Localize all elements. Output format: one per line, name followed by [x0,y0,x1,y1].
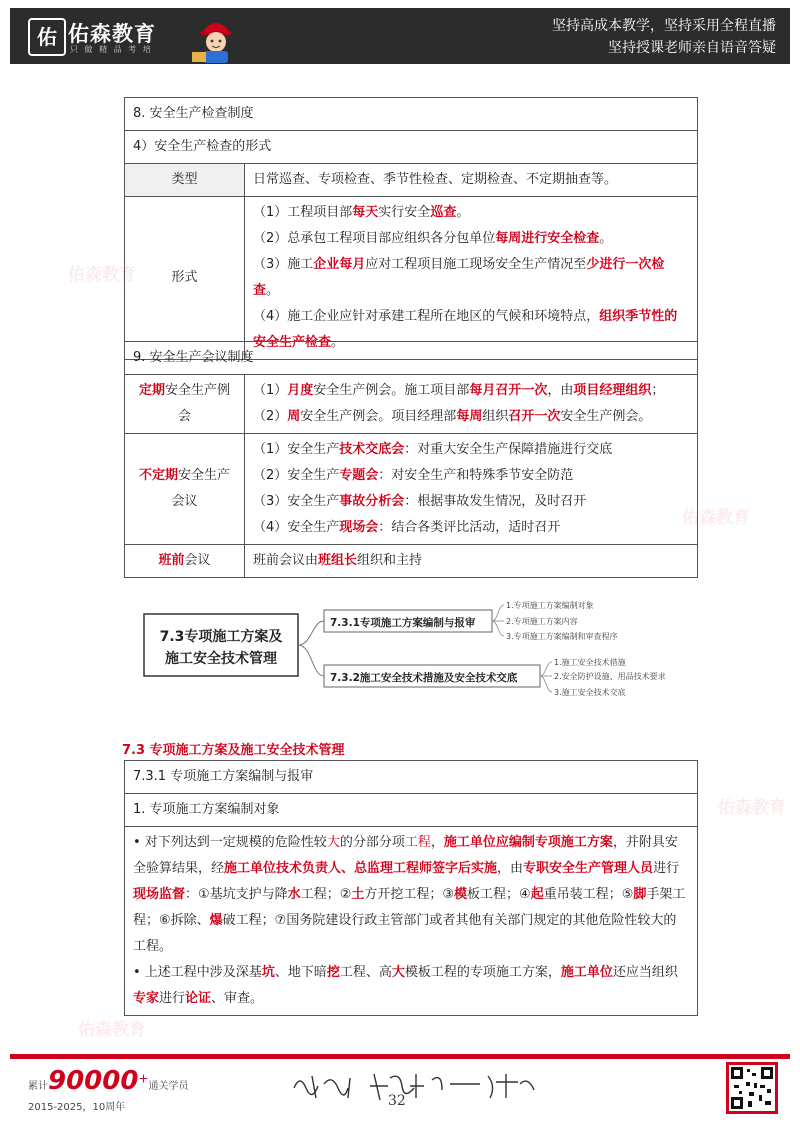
type-value: 日常巡查、专项检查、季节性检查、定期检查、不定期抽查等。 [245,164,698,197]
subsection-7-3-1: 7.3.1 专项施工方案编制与报审 [125,761,698,794]
form-item-3: （3）施工企业每月应对工程项目施工现场安全生产情况至少进行一次检查。 [253,257,665,298]
subsection-4-title: 4）安全生产检查的形式 [125,131,698,164]
table-row [125,131,698,164]
section-8-title: 8. 安全生产检查制度 [125,98,698,131]
total-number: 90000 [48,1066,139,1096]
table-row [125,434,698,545]
mindmap-branch-2: 7.3.2施工安全技术措施及安全技术交底 [330,672,518,684]
mindmap-branch-1-item: 1.专项施工方案编制对象 [506,601,594,610]
regular-item-2: （2）周安全生产例会。项目经理部每周组织召开一次安全生产例会。 [253,409,652,424]
watermark: 佑森教育 [718,798,786,818]
mindmap-branch-1-item: 3.专项施工方案编制和审查程序 [506,632,618,641]
table-row [125,545,698,578]
table-row [125,827,698,1016]
irregular-item-1: （1）安全生产技术交底会：对重大安全生产保障措施进行交底 [253,442,613,457]
form-item-1: （1）工程项目部每天实行安全巡查。 [253,205,470,220]
watermark: 佑森教育 [682,508,750,528]
logo-seal-icon: 佑 [28,18,66,56]
years-label: 2015-2025，10周年 [28,1102,126,1113]
mindmap-branch-2-item: 2.安全防护设施、用品技术要求 [554,672,666,681]
watermark: 佑森教育 [68,265,136,285]
table-row [125,375,698,434]
table-row [125,342,698,375]
section-9-title: 9. 安全生产会议制度 [125,342,698,375]
plan-object-content [125,827,698,1016]
slogan-line-1: 坚持高成本教学，坚持采用全程直播 [552,18,776,34]
logo-tagline: 只 做 精 品 考 培 [70,45,153,54]
total-plus: + [138,1071,149,1086]
special-plan-table [124,760,698,1016]
logo-name: 佑森教育 [68,21,156,46]
regular-meeting-label: 定期安全生产例会 [125,375,245,434]
signature-icon [290,1064,560,1104]
mindmap-branch-2-item: 1.施工安全技术措施 [554,658,626,667]
footer-stats [28,1066,189,1113]
form-label: 形式 [125,197,245,360]
mindmap-branch-2-item: 3.施工安全技术交底 [554,688,626,697]
regular-meeting-value [245,375,698,434]
page-number: 32 [388,1093,406,1109]
table-row [125,794,698,827]
table-row [125,761,698,794]
form-value [245,197,698,360]
table-row [125,164,698,197]
header-slogan [552,15,776,59]
table-row [125,98,698,131]
plan-paragraph-1: • 对下列达到一定规模的危险性较大的分部分项工程，施工单位应编制专项施工方案，并附具安全验算结果，经施工单位技术负责人、总监理工程师签字后实施，由专职安全生产管理人员进行现场监督：①基坑支护与降水工程；②土方开挖工程；③模板工程；④起重吊装工程；⑤脚手架工程；⑥拆除、爆破工程；⑦国务院建设行政主管部门或者其他有关部门规定的其他危险性较大的工程。 [133,835,686,954]
slogan-line-2: 坚持授课老师亲自语音答疑 [608,40,776,56]
mascot-icon [188,12,244,64]
page-header [10,8,790,64]
plan-paragraph-2: • 上述工程中涉及深基坑、地下暗挖工程、高大模板工程的专项施工方案，施工单位还应当组织专家进行论证、审查。 [133,965,678,1006]
mindmap [120,590,700,700]
total-suffix: 通关学员 [148,1081,189,1092]
total-label: 累计 [28,1081,48,1092]
irregular-item-2: （2）安全生产专题会：对安全生产和特殊季节安全防范 [253,468,574,483]
safety-inspection-table [124,97,698,360]
type-label: 类型 [125,164,245,197]
mindmap-root-line-1: 7.3专项施工方案及 [159,629,283,645]
safety-meeting-table [124,341,698,578]
irregular-meeting-value [245,434,698,545]
mindmap-branch-1: 7.3.1专项施工方案编制与报审 [330,617,476,629]
irregular-meeting-label: 不定期安全生产会议 [125,434,245,545]
regular-item-1: （1）月度安全生产例会。施工项目部每月召开一次，由项目经理组织； [253,383,665,398]
mindmap-branch-1-item: 2.专项施工方案内容 [506,617,578,626]
mindmap-root-line-2: 施工安全技术管理 [165,651,277,667]
brand-logo [28,14,173,58]
form-item-2: （2）总承包工程项目部应组织各分包单位每周进行安全检查。 [253,231,613,246]
watermark: 佑森教育 [78,1020,146,1040]
shift-meeting-value: 班前会议由班组长组织和主持 [245,545,698,578]
table-row [125,197,698,360]
irregular-item-3: （3）安全生产事故分析会：根据事故发生情况，及时召开 [253,494,587,509]
irregular-item-4: （4）安全生产现场会：结合各类评比活动，适时召开 [253,520,561,535]
form-item-4: （4）施工企业应针对承建工程所在地区的气候和环境特点，组织季节性的安全生产检查。 [253,309,678,350]
section-7-3-title: 7.3 专项施工方案及施工安全技术管理 [122,743,345,758]
footer-divider [10,1054,790,1059]
shift-meeting-label: 班前会议 [125,545,245,578]
qr-code-icon [726,1062,778,1114]
subsection-1: 1. 专项施工方案编制对象 [125,794,698,827]
